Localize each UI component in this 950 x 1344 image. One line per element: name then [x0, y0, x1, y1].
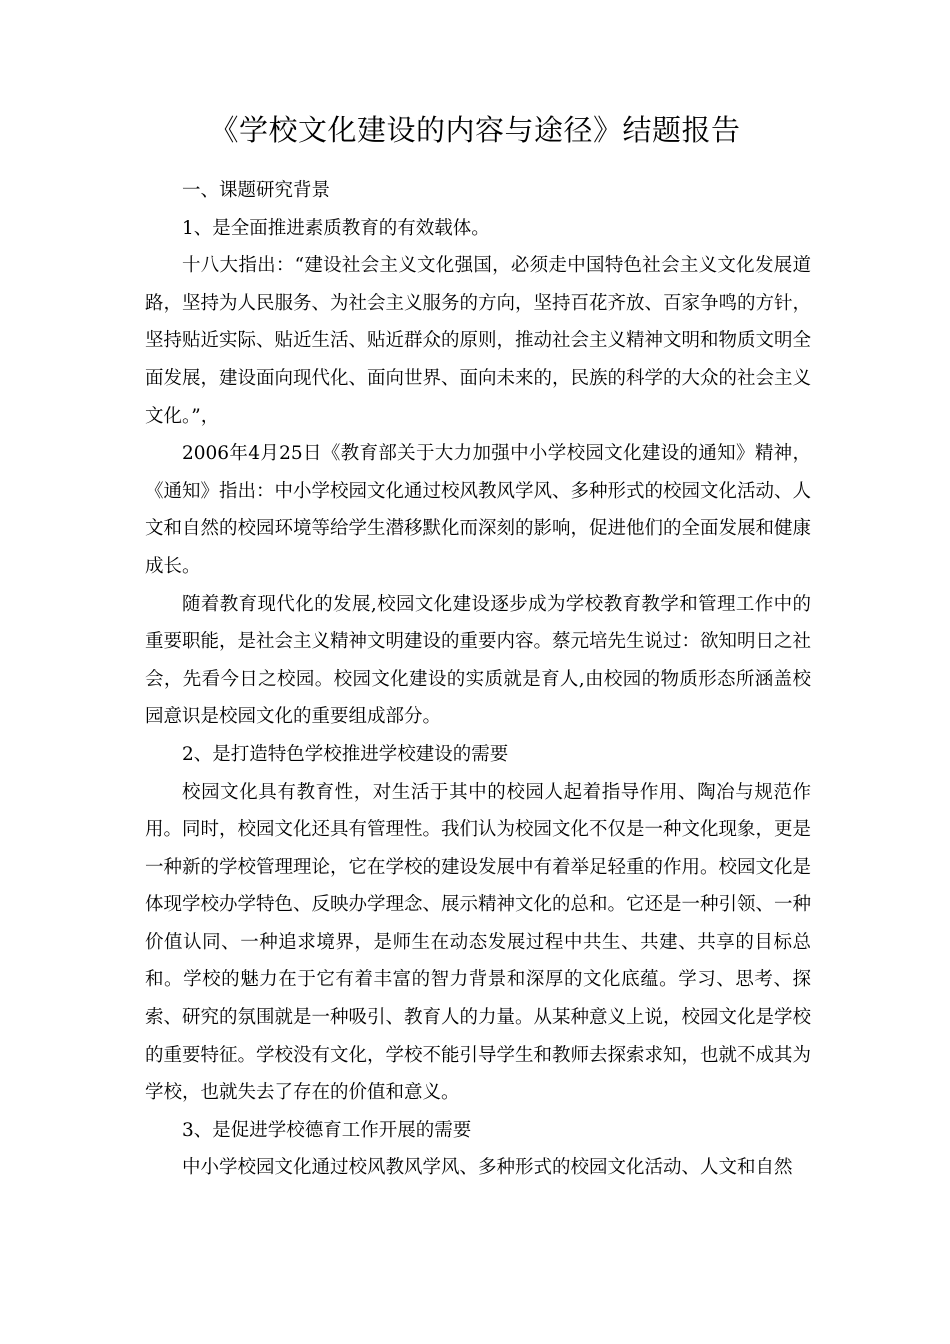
document-title: 《学校文化建设的内容与途径》结题报告 — [209, 113, 741, 147]
paragraph-modernization: 随着教育现代化的发展,校园文化建设逐步成为学校教育教学和管理工作中的重要职能，是社会主义精神文明建设的重要内容。蔡元培先生说过：欲知明日之社会，先看今日之校园。校园文化建设的实质就是育人,由校园的物质形态所涵盖校园意识是校园文化的重要组成部分。 — [145, 593, 812, 728]
paragraph-ministry-notice: 2006年4月25日《教育部关于大力加强中小学校园文化建设的通知》精神，《通知》指出：中小学校园文化通过校风教风学风、多种形式的校园文化活动、人文和自然的校园环境等给学生潜移默化而深刻的影响，促进他们的全面发展和健康成长。 — [145, 443, 812, 577]
section-heading-background: 一、课题研究背景 — [182, 180, 331, 201]
subsection-heading-3: 3、是促进学校德育工作开展的需要 — [182, 1119, 472, 1141]
document-body — [145, 172, 811, 1187]
subsection-heading-2: 2、是打造特色学校推进学校建设的需要 — [182, 743, 509, 765]
paragraph-eighteenth-congress: 十八大指出：“建设社会主义文化强国，必须走中国特色社会主义文化发展道路，坚持为人民服务、为社会主义服务的方向，坚持百花齐放、百家争鸣的方针，坚持贴近实际、贴近生活、贴近群众的原则，推动社会主义精神文明和物质文明全面发展，建设面向现代化、面向世界、面向未来的，民族的科学的大众的社会主义文化。”， — [145, 255, 812, 427]
paragraph-campus-culture: 校园文化具有教育性，对生活于其中的校园人起着指导作用、陶冶与规范作用。同时，校园文化还具有管理性。我们认为校园文化不仅是一种文化现象，更是一种新的学校管理理论，它在学校的建设发展中有着举足轻重的作用。校园文化是体现学校办学特色、反映办学理念、展示精神文化的总和。它还是一种引领、一种价值认同、一种追求境界，是师生在动态发展过程中共生、共建、共享的目标总和。学校的魅力在于它有着丰富的智力背景和深厚的文化底蕴。学习、思考、探索、研究的氛围就是一种吸引、教育人的力量。从某种意义上说，校园文化是学校的重要特征。学校没有文化，学校不能引导学生和教师去探索求知，也就不成其为学校，也就失去了存在的价值和意义。 — [145, 781, 812, 1104]
subsection-heading-1: 1、是全面推进素质教育的有效载体。 — [182, 217, 490, 239]
paragraph-moral-education: 中小学校园文化通过校风教风学风、多种形式的校园文化活动、人文和自然 — [182, 1157, 793, 1179]
